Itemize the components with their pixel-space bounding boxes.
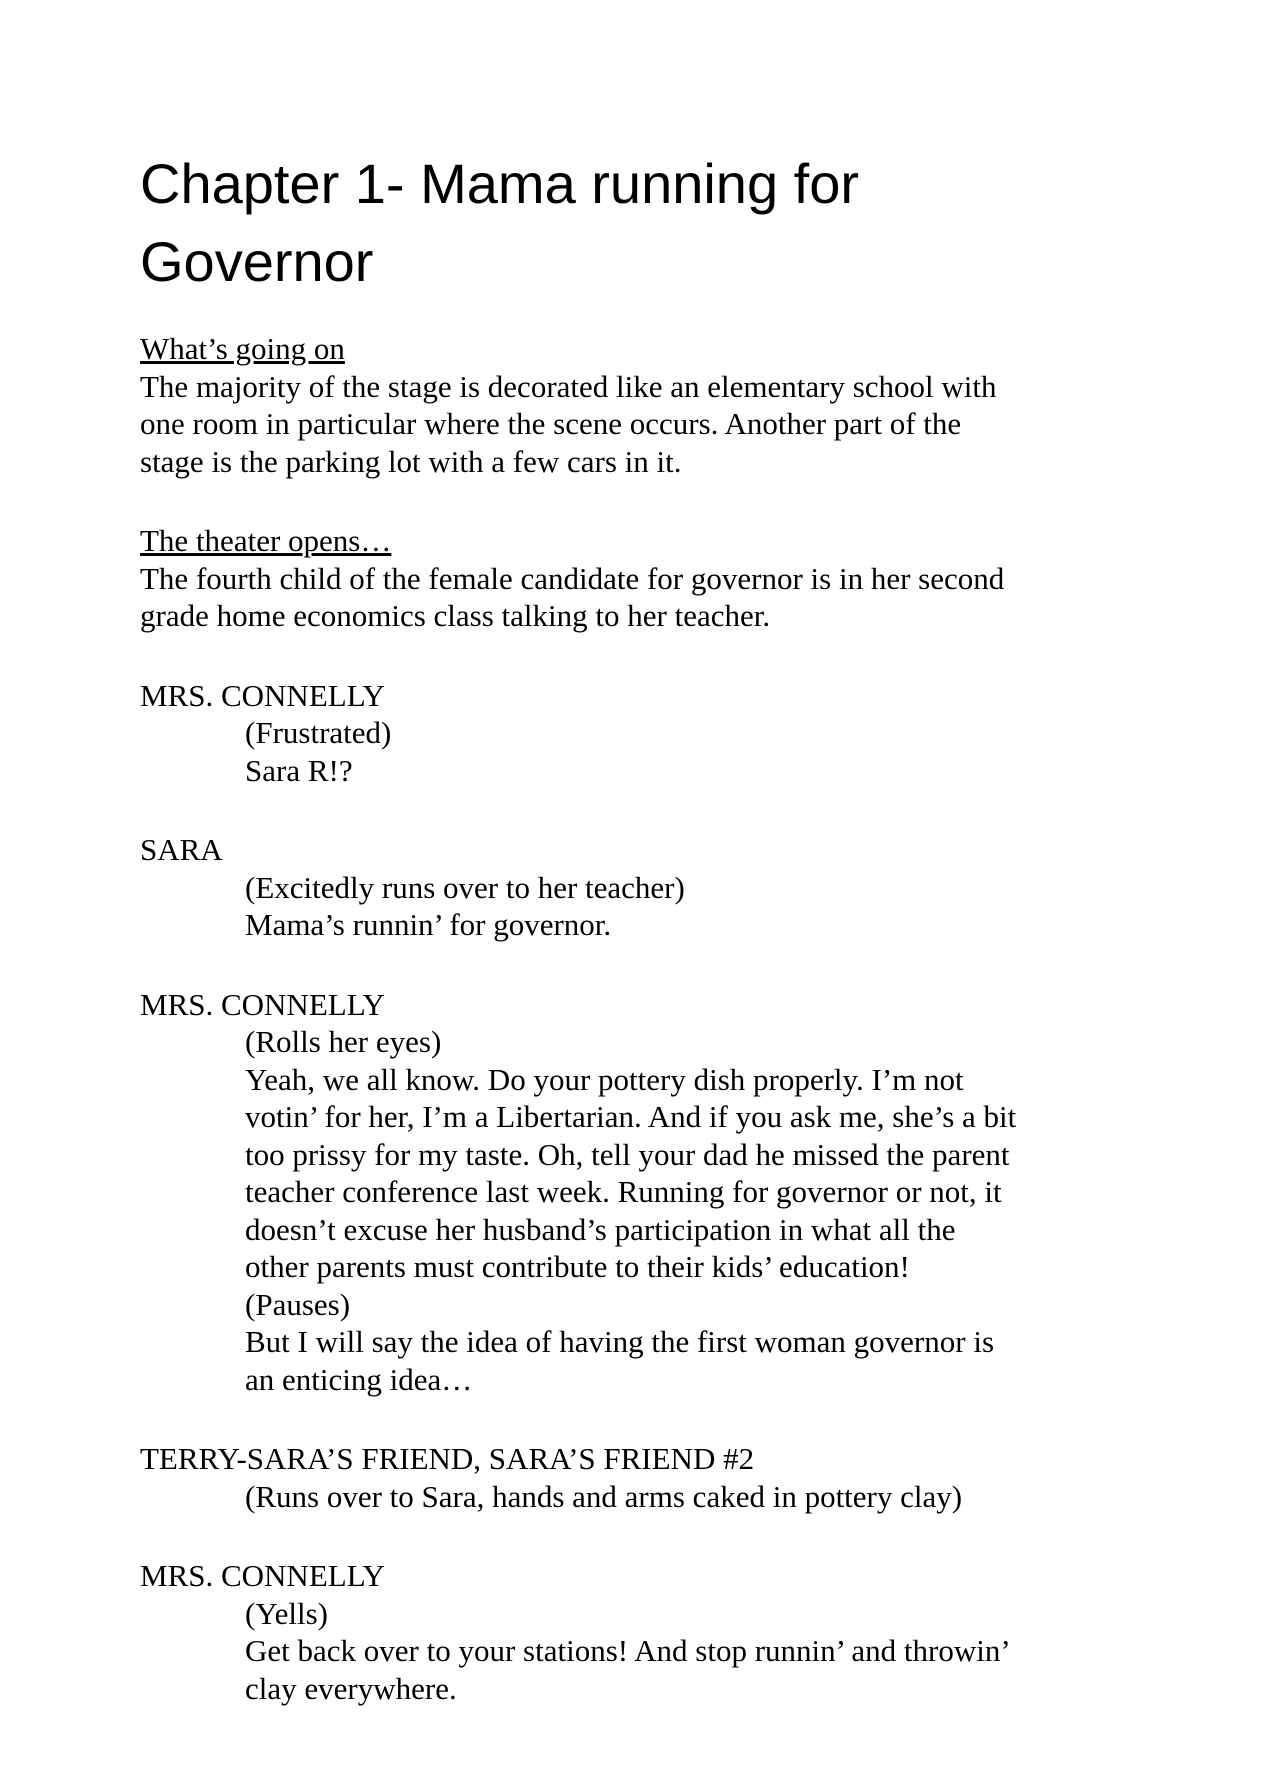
- dialogue-line: teacher conference last week. Running for governor or not, it: [245, 1174, 1002, 1209]
- character-name: MRS. CONNELLY: [140, 986, 385, 1022]
- stage-direction-line: (Excitedly runs over to her teacher): [245, 869, 685, 905]
- section-heading-whats-going-on: What’s going on: [140, 331, 345, 366]
- character-name: MRS. CONNELLY: [140, 677, 385, 713]
- character-name: MRS. CONNELLY: [140, 1558, 385, 1593]
- stage-direction-line: (Frustrated): [245, 715, 392, 750]
- scene-setting-block: [140, 330, 1156, 480]
- dialogue-line: clay everywhere.: [245, 1670, 457, 1706]
- dialogue-line: Yeah, we all know. Do your pottery dish properly. I’m not: [245, 1061, 964, 1097]
- dialogue-block-terry: [140, 1440, 1156, 1515]
- stage-direction-line: (Pauses): [245, 1286, 351, 1322]
- dialogue-block-sara: [140, 831, 1156, 944]
- dialogue-block-mrs-connelly-1: [140, 677, 1156, 790]
- dialogue-line: other parents must contribute to their kids’ education!: [245, 1249, 910, 1284]
- scene-setting-line: stage is the parking lot with a few cars in it.: [140, 443, 682, 479]
- dialogue-line: Sara R!?: [245, 752, 353, 788]
- section-heading-theater-opens: The theater opens…: [140, 523, 392, 558]
- scene-intro-line: grade home economics class talking to her teacher.: [140, 598, 771, 633]
- theater-opens-block: [140, 522, 1156, 635]
- dialogue-line: votin’ for her, I’m a Libertarian. And if you ask me, she’s a bit: [245, 1099, 1017, 1134]
- dialogue-line: Mama’s runnin’ for governor.: [245, 907, 612, 942]
- chapter-title-line-2: Governor: [140, 230, 374, 293]
- dialogue-line: too prissy for my taste. Oh, tell your dad he missed the parent: [245, 1136, 1010, 1172]
- character-name: TERRY-SARA’S FRIEND, SARA’S FRIEND #2: [140, 1441, 755, 1476]
- dialogue-block-mrs-connelly-2: [140, 986, 1156, 1399]
- dialogue-line: But I will say the idea of having the first woman governor is: [245, 1324, 995, 1359]
- dialogue-line: doesn’t excuse her husband’s participation in what all the: [245, 1211, 956, 1247]
- scene-setting-line: The majority of the stage is decorated like an elementary school with: [140, 368, 997, 404]
- dialogue-line: Get back over to your stations! And stop runnin’ and throwin’: [245, 1633, 1011, 1668]
- chapter-title-line-1: Chapter 1- Mama running for: [140, 152, 860, 215]
- chapter-title: [140, 145, 1156, 301]
- dialogue-line: an enticing idea…: [245, 1361, 473, 1397]
- stage-direction-line: (Rolls her eyes): [245, 1024, 442, 1059]
- stage-direction-line: (Runs over to Sara, hands and arms caked in pottery clay): [245, 1478, 963, 1514]
- stage-direction-line: (Yells): [245, 1595, 328, 1631]
- character-name: SARA: [140, 832, 223, 867]
- dialogue-block-mrs-connelly-3: [140, 1557, 1156, 1707]
- scene-intro-line: The fourth child of the female candidate for governor is in her second: [140, 560, 1005, 596]
- scene-setting-line: one room in particular where the scene occurs. Another part of the: [140, 406, 962, 441]
